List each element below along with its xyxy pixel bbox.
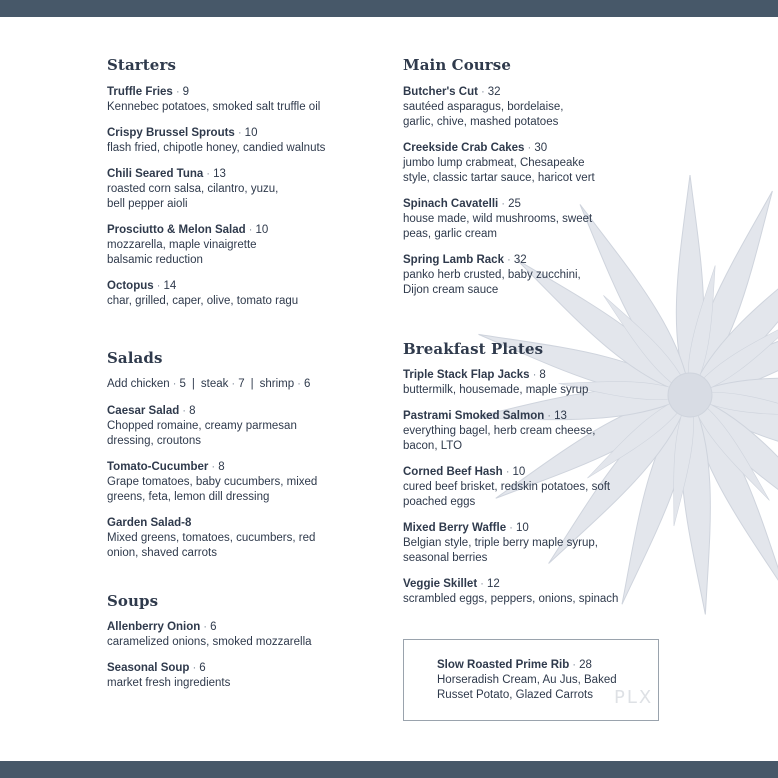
price-separator: · bbox=[156, 280, 161, 292]
item-name: Corned Beef Hash bbox=[403, 466, 503, 478]
item-price: 32 bbox=[487, 86, 501, 98]
addon-price: 7 bbox=[238, 378, 245, 390]
item-name: Garden Salad-8 bbox=[107, 517, 192, 529]
item-price: 10 bbox=[244, 127, 258, 139]
item-description: mozzarella, maple vinaigrette balsamic reduction bbox=[107, 239, 257, 266]
item-price: 13 bbox=[554, 410, 567, 422]
item-name: Spring Lamb Rack bbox=[403, 254, 504, 266]
price-separator: · bbox=[527, 142, 532, 154]
special-feature-box bbox=[403, 639, 659, 721]
salad-addons bbox=[107, 378, 310, 390]
addon-price: 5 bbox=[179, 378, 186, 390]
price-separator: · bbox=[203, 621, 208, 633]
item-price: 30 bbox=[534, 142, 548, 154]
item-price: 13 bbox=[213, 168, 226, 180]
menu-item bbox=[107, 404, 322, 449]
addon-divider: | bbox=[191, 378, 195, 390]
item-price: 25 bbox=[508, 198, 521, 210]
watermark: PLX bbox=[614, 687, 654, 708]
price-separator: · bbox=[172, 378, 177, 390]
menu-item bbox=[403, 465, 618, 510]
item-description: sautéed asparagus, bordelaise, garlic, chive, mashed potatoes bbox=[403, 101, 564, 128]
item-price: 10 bbox=[515, 522, 529, 534]
item-price: 14 bbox=[163, 280, 177, 292]
menu-item bbox=[403, 197, 613, 242]
item-price: 6 bbox=[210, 621, 217, 633]
menu-item bbox=[107, 85, 347, 115]
price-separator: · bbox=[211, 461, 216, 473]
menu-item bbox=[107, 279, 347, 309]
price-separator: · bbox=[480, 578, 484, 590]
item-name: Octopus bbox=[107, 280, 154, 292]
price-separator: · bbox=[231, 378, 236, 390]
menu-item bbox=[107, 460, 322, 505]
item-description: Kennebec potatoes, smoked salt truffle oil bbox=[107, 101, 321, 113]
main-course-heading: Main Course bbox=[403, 56, 511, 74]
item-price: 8 bbox=[189, 405, 196, 417]
price-separator: · bbox=[501, 198, 506, 210]
item-name: Chili Seared Tuna bbox=[107, 168, 204, 180]
price-separator: · bbox=[509, 522, 513, 534]
item-name: Veggie Skillet bbox=[403, 578, 478, 590]
item-price: 28 bbox=[579, 659, 592, 671]
price-separator: · bbox=[572, 659, 577, 671]
item-description: flash fried, chipotle honey, candied walnuts bbox=[107, 142, 326, 154]
item-name: Spinach Cavatelli bbox=[403, 198, 499, 210]
menu-item bbox=[107, 516, 322, 561]
item-name: Pastrami Smoked Salmon bbox=[403, 410, 545, 422]
item-price: 10 bbox=[255, 224, 269, 236]
item-description: market fresh ingredients bbox=[107, 677, 231, 689]
item-description: scrambled eggs, peppers, onions, spinach bbox=[403, 593, 619, 605]
menu-item bbox=[403, 577, 663, 607]
top-border-band bbox=[0, 0, 778, 17]
menu-item bbox=[107, 167, 297, 212]
item-description: Belgian style, triple berry maple syrup, seasonal berries bbox=[403, 537, 598, 564]
menu-item bbox=[403, 409, 618, 454]
addon-label: Add chicken bbox=[107, 378, 170, 390]
item-description: Horseradish Cream, Au Jus, Baked Russet Potato, Glazed Carrots bbox=[437, 674, 617, 701]
item-name: Truffle Fries bbox=[107, 86, 173, 98]
price-separator: · bbox=[182, 405, 187, 417]
item-price: 6 bbox=[199, 662, 206, 674]
item-name: Allenberry Onion bbox=[107, 621, 201, 633]
item-description: Grape tomatoes, baby cucumbers, mixed greens, feta, lemon dill dressing bbox=[107, 476, 318, 503]
item-price: 32 bbox=[513, 254, 527, 266]
bottom-border-band bbox=[0, 761, 778, 778]
item-description: Mixed greens, tomatoes, cucumbers, red onion, shaved carrots bbox=[107, 532, 316, 559]
addon-price: 6 bbox=[304, 378, 311, 390]
item-description: roasted corn salsa, cilantro, yuzu, bell pepper aioli bbox=[107, 183, 279, 210]
item-name: Triple Stack Flap Jacks bbox=[403, 369, 530, 381]
item-name: Mixed Berry Waffle bbox=[403, 522, 507, 534]
item-description: caramelized onions, smoked mozzarella bbox=[107, 636, 312, 648]
price-separator: · bbox=[506, 254, 511, 266]
price-separator: · bbox=[206, 168, 211, 180]
item-price: 8 bbox=[539, 369, 546, 381]
item-name: Slow Roasted Prime Rib bbox=[437, 659, 570, 671]
menu-item bbox=[107, 661, 347, 691]
addon-label: shrimp bbox=[259, 378, 295, 390]
price-separator: · bbox=[237, 127, 242, 139]
item-name: Tomato-Cucumber bbox=[107, 461, 209, 473]
menu-item bbox=[403, 253, 598, 298]
item-price: 8 bbox=[218, 461, 225, 473]
menu-item bbox=[107, 223, 282, 268]
price-separator: · bbox=[297, 378, 302, 390]
menu-item bbox=[403, 368, 643, 398]
price-separator: · bbox=[480, 86, 485, 98]
item-description: panko herb crusted, baby zucchini, Dijon cream sauce bbox=[403, 269, 581, 296]
item-price: 10 bbox=[512, 466, 526, 478]
item-price: 12 bbox=[487, 578, 500, 590]
item-description: char, grilled, caper, olive, tomato ragu bbox=[107, 295, 299, 307]
menu-item bbox=[403, 521, 625, 566]
menu-item bbox=[403, 141, 613, 186]
salads-heading: Salads bbox=[107, 349, 163, 367]
item-name: Creekside Crab Cakes bbox=[403, 142, 525, 154]
item-name: Butcher's Cut bbox=[403, 86, 478, 98]
item-name: Prosciutto & Melon Salad bbox=[107, 224, 246, 236]
price-separator: · bbox=[547, 410, 552, 422]
menu-item bbox=[403, 85, 593, 130]
price-separator: · bbox=[248, 224, 253, 236]
breakfast-heading: Breakfast Plates bbox=[403, 340, 544, 358]
item-name: Seasonal Soup bbox=[107, 662, 190, 674]
item-name: Caesar Salad bbox=[107, 405, 180, 417]
soups-heading: Soups bbox=[107, 592, 159, 610]
addon-label: steak bbox=[200, 378, 229, 390]
item-description: house made, wild mushrooms, sweet peas, garlic cream bbox=[403, 213, 593, 240]
item-description: everything bagel, herb cream cheese, bacon, LTO bbox=[403, 425, 596, 452]
item-description: buttermilk, housemade, maple syrup bbox=[403, 384, 589, 396]
item-description: jumbo lump crabmeat, Chesapeake style, classic tartar sauce, haricot vert bbox=[403, 157, 595, 184]
menu-item bbox=[107, 620, 347, 650]
menu-item bbox=[107, 126, 347, 156]
item-description: cured beef brisket, redskin potatoes, soft poached eggs bbox=[403, 481, 611, 508]
price-separator: · bbox=[532, 369, 537, 381]
item-name: Crispy Brussel Sprouts bbox=[107, 127, 235, 139]
starters-heading: Starters bbox=[107, 56, 177, 74]
price-separator: · bbox=[505, 466, 510, 478]
addon-divider: | bbox=[250, 378, 254, 390]
price-separator: · bbox=[175, 86, 180, 98]
item-description: Chopped romaine, creamy parmesan dressing, croutons bbox=[107, 420, 297, 447]
item-price: 9 bbox=[182, 86, 190, 98]
price-separator: · bbox=[192, 662, 197, 674]
